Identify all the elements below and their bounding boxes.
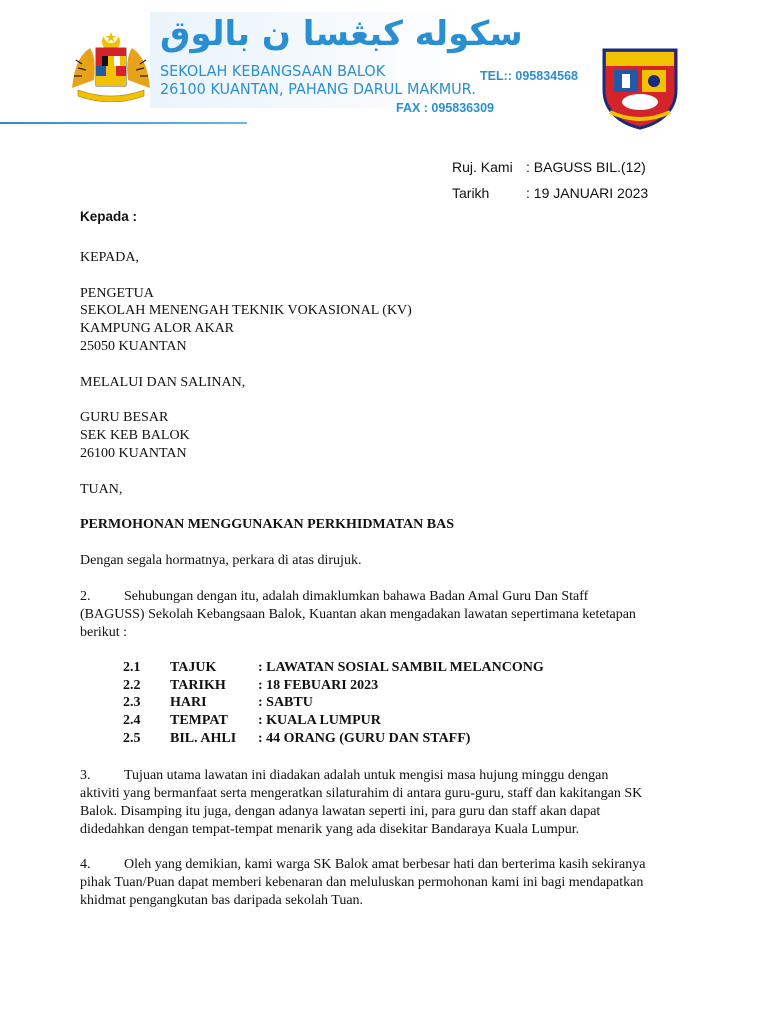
paragraph-2 <box>80 588 690 642</box>
via-line: GURU BESAR <box>80 410 169 425</box>
paragraph-number: 4. <box>80 857 91 872</box>
greeting: TUAN, <box>80 482 123 497</box>
paragraph-line: aktiviti yang bermanfaat serta mengeratkan silaturahim di antara guru-guru, staff dan kakitangan SK <box>80 786 643 801</box>
paragraph-line: (BAGUSS) Sekolah Kebangsaan Balok, Kuantan akan mengadakan lawatan sepertimana ketetapan <box>80 607 636 622</box>
detail-field: TAJUK <box>170 660 217 675</box>
school-name: SEKOLAH KEBANGSAAN BALOK <box>160 62 386 80</box>
paragraph-line: Balok. Disamping itu juga, dengan adanya lawatan seperti ini, para guru dan staff akan dapat <box>80 804 601 819</box>
recipient-line: KAMPUNG ALOR AKAR <box>80 321 235 336</box>
kepada-heading: Kepada : <box>80 209 138 224</box>
paragraph-line: didedahkan dengan tempat-tempat menarik yang ada disekitar Bandaraya Kuala Lumpur. <box>80 822 580 837</box>
via-label: MELALUI DAN SALINAN, <box>80 375 246 390</box>
school-badge-logo <box>600 46 680 130</box>
detail-value: : LAWATAN SOSIAL SAMBIL MELANCONG <box>258 660 544 675</box>
detail-field: TARIKH <box>170 678 226 693</box>
recipient-line: 25050 KUANTAN <box>80 339 187 354</box>
detail-row <box>123 695 313 711</box>
letter-subject: PERMOHONAN MENGGUNAKAN PERKHIDMATAN BAS <box>80 517 454 532</box>
paragraph-number: 2. <box>80 589 91 604</box>
detail-number: 2.1 <box>123 660 141 675</box>
recipient-salutation: KEPADA, <box>80 250 139 265</box>
detail-field: BIL. AHLI <box>170 731 237 746</box>
detail-number: 2.5 <box>123 731 141 746</box>
detail-row <box>123 731 470 747</box>
detail-value: : 44 ORANG (GURU DAN STAFF) <box>258 731 471 746</box>
detail-value: : 18 FEBUARI 2023 <box>258 678 379 693</box>
paragraph-line: Oleh yang demikian, kami warga SK Balok amat berbesar hati dan berterima kasih sekiranya <box>124 857 646 872</box>
date-row <box>452 185 648 201</box>
paragraph-line: berikut : <box>80 625 128 640</box>
detail-field: HARI <box>170 695 207 710</box>
paragraph-4 <box>80 856 690 910</box>
detail-row <box>123 713 381 729</box>
detail-row <box>123 678 378 694</box>
paragraph-number: 3. <box>80 768 91 783</box>
detail-value: : SABTU <box>258 695 313 710</box>
detail-value: : KUALA LUMPUR <box>258 713 381 728</box>
letterhead-divider <box>0 122 247 124</box>
detail-row <box>123 660 544 676</box>
fax-number: FAX : 095836309 <box>396 101 494 115</box>
recipient-line: SEKOLAH MENENGAH TEKNIK VOKASIONAL (KV) <box>80 303 412 318</box>
recipient-line: PENGETUA <box>80 286 154 301</box>
paragraph-3 <box>80 767 690 839</box>
coat-of-arms-logo <box>68 30 154 102</box>
reference-row <box>452 159 646 175</box>
date-label: Tarikh <box>452 185 490 201</box>
paragraph-line: Sehubungan dengan itu, adalah dimaklumkan bahawa Badan Amal Guru Dan Staff <box>124 589 589 604</box>
reference-label: Ruj. Kami <box>452 159 513 175</box>
opening-line: Dengan segala hormatnya, perkara di atas dirujuk. <box>80 553 362 568</box>
school-address: 26100 KUANTAN, PAHANG DARUL MAKMUR. <box>160 80 476 98</box>
paragraph-line: pihak Tuan/Puan dapat memberi kebenaran dan meluluskan permohonan kami ini bagi mendapatkan <box>80 875 644 890</box>
school-name-jawi: سکوله کبڠسا ن بالوق <box>160 14 523 54</box>
paragraph-line: Tujuan utama lawatan ini diadakan adalah untuk mengisi masa hujung minggu dengan <box>124 768 609 783</box>
detail-number: 2.4 <box>123 713 141 728</box>
detail-field: TEMPAT <box>170 713 228 728</box>
detail-number: 2.2 <box>123 678 141 693</box>
detail-number: 2.3 <box>123 695 141 710</box>
reference-value: : BAGUSS BIL.(12) <box>526 159 646 175</box>
date-value: : 19 JANUARI 2023 <box>526 185 649 201</box>
paragraph-line: khidmat pengangkutan bas daripada sekolah Tuan. <box>80 893 364 908</box>
telephone-number: TEL:: 095834568 <box>480 69 578 83</box>
via-line: SEK KEB BALOK <box>80 428 190 443</box>
via-line: 26100 KUANTAN <box>80 446 187 461</box>
